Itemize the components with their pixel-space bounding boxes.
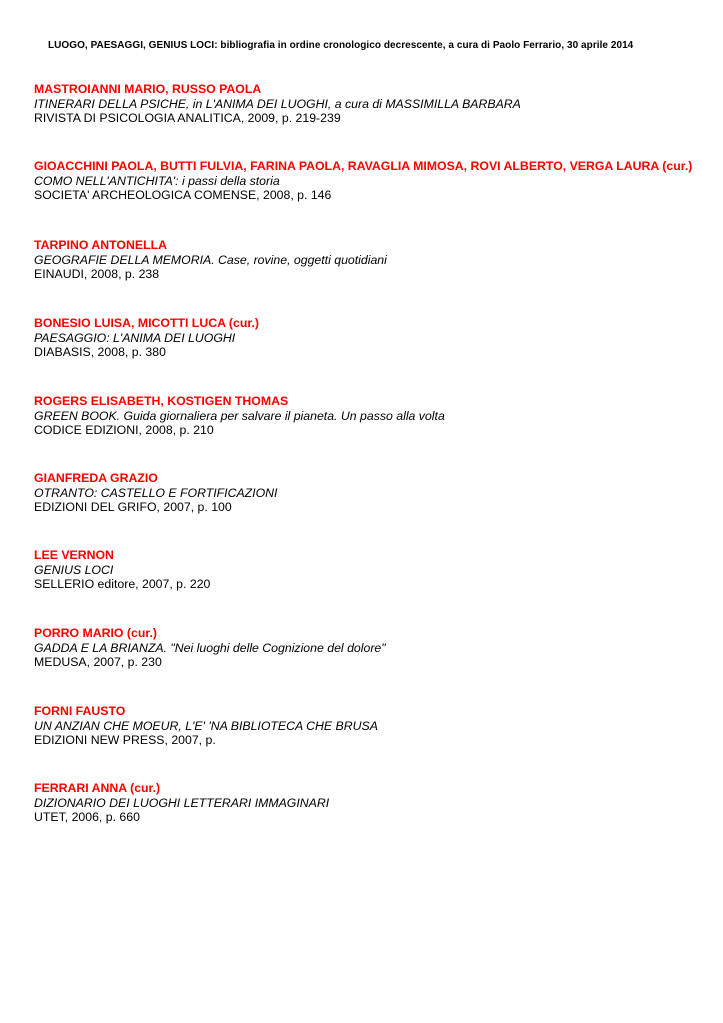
- entry-title: GEOGRAFIE DELLA MEMORIA. Case, rovine, oggetti quotidiani: [34, 252, 387, 267]
- entry-publisher: UTET, 2006, p. 660: [34, 810, 140, 825]
- entry-authors: GIOACCHINI PAOLA, BUTTI FULVIA, FARINA PAOLA, RAVAGLIA MIMOSA, ROVI ALBERTO, VERGA LAURA (cur.): [34, 159, 693, 173]
- entry-publisher: EDIZIONI DEL GRIFO, 2007, p. 100: [34, 500, 232, 515]
- entry-publisher: SOCIETA' ARCHEOLOGICA COMENSE, 2008, p. 146: [34, 188, 332, 203]
- bibliography-entry: [34, 82, 694, 126]
- entry-authors: GIANFREDA GRAZIO: [34, 471, 158, 485]
- bibliography-entry: [34, 704, 694, 748]
- page-header: LUOGO, PAESAGGI, GENIUS LOCI: bibliografia in ordine cronologico decrescente, a cura di Paolo Ferrario, 30 aprile 2014: [48, 40, 634, 51]
- entry-publisher: EDIZIONI NEW PRESS, 2007, p.: [34, 733, 216, 748]
- entry-title: GENIUS LOCI: [34, 562, 114, 577]
- entry-publisher: EINAUDI, 2008, p. 238: [34, 267, 160, 282]
- entry-title: OTRANTO: CASTELLO E FORTIFICAZIONI: [34, 485, 278, 500]
- entry-publisher: DIABASIS, 2008, p. 380: [34, 345, 166, 360]
- bibliography-entry: [34, 471, 694, 515]
- entry-title: GREEN BOOK. Guida giornaliera per salvare il pianeta. Un passo alla volta: [34, 408, 445, 423]
- entry-title: ITINERARI DELLA PSICHE, in L'ANIMA DEI LUOGHI, a cura di MASSIMILLA BARBARA: [34, 96, 521, 111]
- bibliography-entry: [34, 626, 694, 670]
- entry-title: COMO NELL'ANTICHITA': i passi della storia: [34, 173, 280, 188]
- bibliography-entry: [34, 394, 694, 438]
- entry-authors: LEE VERNON: [34, 548, 114, 562]
- entry-authors: FORNI FAUSTO: [34, 704, 126, 718]
- entry-authors: TARPINO ANTONELLA: [34, 238, 167, 252]
- entry-title: UN ANZIAN CHE MOEUR, L'E' 'NA BIBLIOTECA CHE BRUSA: [34, 718, 378, 733]
- entry-publisher: RIVISTA DI PSICOLOGIA ANALITICA, 2009, p. 219-239: [34, 111, 341, 126]
- entry-authors: BONESIO LUISA, MICOTTI LUCA (cur.): [34, 316, 259, 330]
- entry-authors: MASTROIANNI MARIO, RUSSO PAOLA: [34, 82, 262, 96]
- bibliography-entry: [34, 159, 694, 203]
- entry-title: GADDA E LA BRIANZA. "Nei luoghi delle Cognizione del dolore": [34, 640, 386, 655]
- entry-authors: FERRARI ANNA (cur.): [34, 781, 161, 795]
- entry-title: DIZIONARIO DEI LUOGHI LETTERARI IMMAGINARI: [34, 795, 330, 810]
- bibliography-entry: [34, 238, 694, 282]
- bibliography-entry: [34, 781, 694, 825]
- bibliography-entry: [34, 548, 694, 592]
- entry-authors: ROGERS ELISABETH, KOSTIGEN THOMAS: [34, 394, 289, 408]
- bibliography-entry: [34, 316, 694, 360]
- entry-title: PAESAGGIO: L'ANIMA DEI LUOGHI: [34, 330, 236, 345]
- entry-publisher: MEDUSA, 2007, p. 230: [34, 655, 162, 670]
- entry-publisher: CODICE EDIZIONI, 2008, p. 210: [34, 423, 214, 438]
- entry-publisher: SELLERIO editore, 2007, p. 220: [34, 577, 211, 592]
- entry-authors: PORRO MARIO (cur.): [34, 626, 157, 640]
